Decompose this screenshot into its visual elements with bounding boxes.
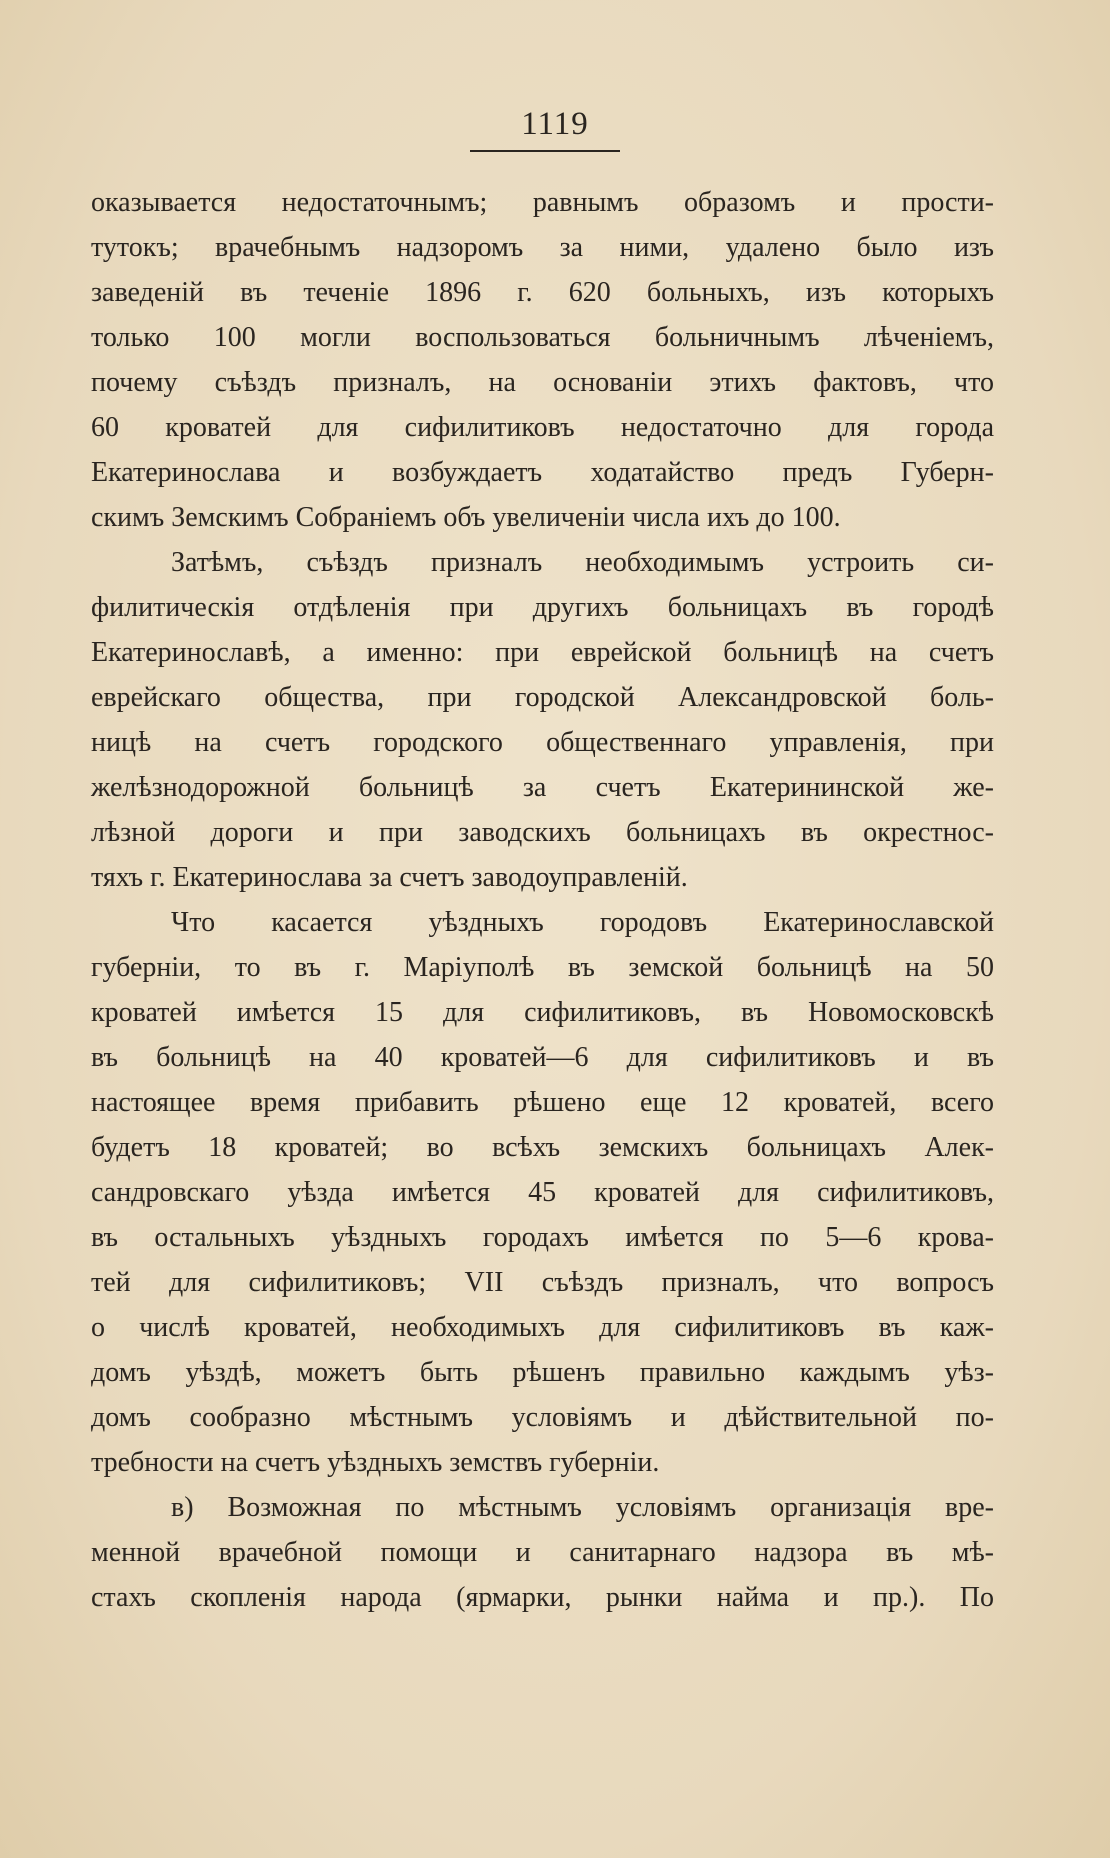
text-line: домъ уѣздѣ, можетъ быть рѣшенъ правильно каждымъ уѣз- [91,1357,994,1388]
text-line: в) Возможная по мѣстнымъ условіямъ организація вре- [171,1492,994,1523]
text-line: въ остальныхъ уѣздныхъ городахъ имѣется по 5—6 крова- [91,1222,994,1253]
text-line: будетъ 18 кроватей; во всѣхъ земскихъ больницахъ Алек- [91,1132,994,1163]
text-line: филитическія отдѣленія при другихъ больницахъ въ городѣ [91,592,994,623]
text-line: лѣзной дороги и при заводскихъ больницахъ въ окрестнос- [91,817,994,848]
text-line: требности на счетъ уѣздныхъ земствъ губерніи. [91,1447,660,1478]
text-line: только 100 могли воспользоваться больничнымъ лѣченіемъ, [91,322,994,353]
text-line: Затѣмъ, съѣздъ призналъ необходимымъ устроить си- [171,547,994,578]
text-line: о числѣ кроватей, необходимыхъ для сифилитиковъ въ каж- [91,1312,994,1343]
page-number: 1119 [521,106,589,142]
text-line: тяхъ г. Екатеринослава за счетъ заводоуправленій. [91,862,688,893]
text-line: кроватей имѣется 15 для сифилитиковъ, въ Новомосковскѣ [91,997,994,1028]
text-line: ницѣ на счетъ городского общественнаго управленія, при [91,727,994,758]
text-line: настоящее время прибавить рѣшено еще 12 кроватей, всего [91,1087,994,1118]
text-line: Что касается уѣздныхъ городовъ Екатеринославской [171,907,994,938]
text-line: тей для сифилитиковъ; VII съѣздъ призналъ, что вопросъ [91,1267,994,1298]
text-line: еврейскаго общества, при городской Александровской боль- [91,682,994,713]
text-line: губерніи, то въ г. Маріуполѣ въ земской больницѣ на 50 [91,952,994,983]
text-line: заведеній въ теченіе 1896 г. 620 больныхъ, изъ которыхъ [91,277,994,308]
body-text [91,180,994,1620]
text-line: въ больницѣ на 40 кроватей—6 для сифилитиковъ и въ [91,1042,994,1073]
text-line: Екатеринославѣ, а именно: при еврейской больницѣ на счетъ [91,637,994,668]
text-line: оказывается недостаточнымъ; равнымъ образомъ и прости- [91,187,994,218]
text-line: менной врачебной помощи и санитарнаго надзора въ мѣ- [91,1537,994,1568]
text-line: стахъ скопленія народа (ярмарки, рынки найма и пр.). По [91,1582,994,1613]
text-line: сандровскаго уѣзда имѣется 45 кроватей для сифилитиковъ, [91,1177,994,1208]
text-line: домъ сообразно мѣстнымъ условіямъ и дѣйствительной по- [91,1402,994,1433]
text-line: тутокъ; врачебнымъ надзоромъ за ними, удалено было изъ [91,232,994,263]
text-line: Екатеринослава и возбуждаетъ ходатайство предъ Губерн- [91,457,994,488]
text-line: почему съѣздъ призналъ, на основаніи этихъ фактовъ, что [91,367,994,398]
page-number-rule [470,150,620,152]
text-line: желѣзнодорожной больницѣ за счетъ Екатерининской же- [91,772,994,803]
text-line: 60 кроватей для сифилитиковъ недостаточно для города [91,412,994,443]
text-line: скимъ Земскимъ Собраніемъ объ увеличеніи числа ихъ до 100. [91,502,841,533]
